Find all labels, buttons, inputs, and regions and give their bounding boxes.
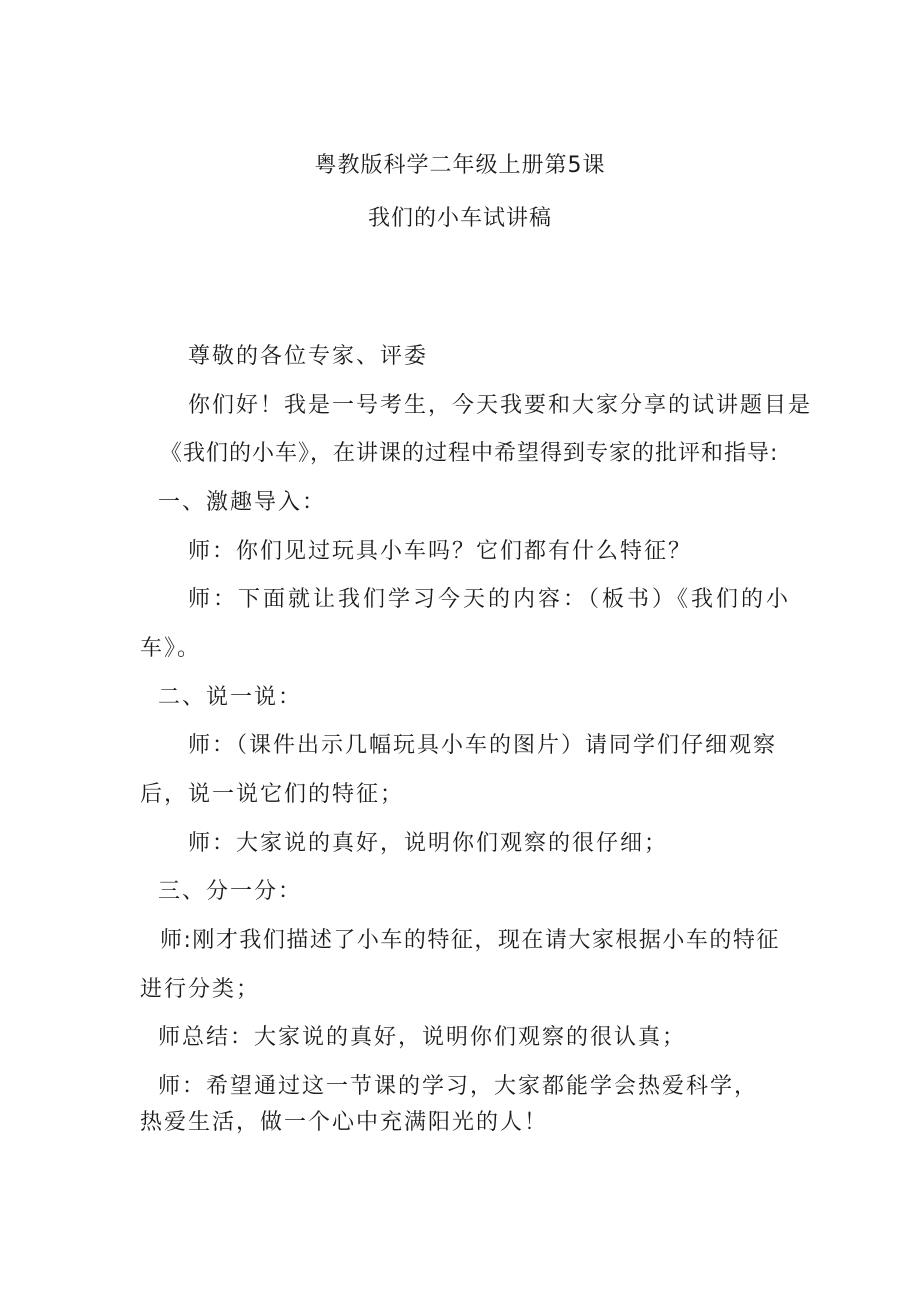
section-3-line-1-cont: 进行分类； — [140, 977, 261, 1002]
section-3-line-1: 师:刚才我们描述了小车的特征，现在请大家根据小车的特征 — [160, 928, 780, 953]
intro-line-2: 《我们的小车》，在讲课的过程中希望得到专家的批评和指导: — [160, 441, 779, 466]
document-title: 粤教版科学二年级上册第5课 — [314, 153, 606, 178]
section-3-line-3: 师：希望通过这一节课的学习，大家都能学会热爱科学， — [158, 1074, 759, 1099]
section-heading-2: 二、说一说： — [158, 685, 303, 710]
section-2-line-1: 师：（课件出示几幅玩具小车的图片）请同学们仔细观察 — [188, 733, 778, 758]
section-1-line-2-cont: 车》。 — [140, 636, 202, 661]
section-heading-3: 三、分一分： — [158, 879, 303, 904]
section-heading-1: 一、激趣导入： — [158, 490, 327, 515]
section-2-line-2: 师：大家说的真好，说明你们观察的很仔细； — [188, 831, 669, 856]
greeting: 尊敬的各位专家、评委 — [188, 344, 429, 369]
section-1-line-1: 师：你们见过玩具小车吗？它们都有什么特征？ — [188, 539, 693, 564]
section-1-line-2: 师：下面就让我们学习今天的内容：（板书）《我们的小 — [188, 587, 792, 612]
section-3-line-3-cont: 热爱生活，做一个心中充满阳光的人！ — [140, 1110, 549, 1135]
section-2-line-1-cont: 后，说一说它们的特征； — [140, 782, 405, 807]
intro-line-1: 你们好！我是一号考生，今天我要和大家分享的试讲题目是 — [188, 393, 813, 418]
document-subtitle: 我们的小车试讲稿 — [367, 206, 552, 231]
section-3-line-2: 师总结：大家说的真好，说明你们观察的很认真； — [158, 1025, 687, 1050]
